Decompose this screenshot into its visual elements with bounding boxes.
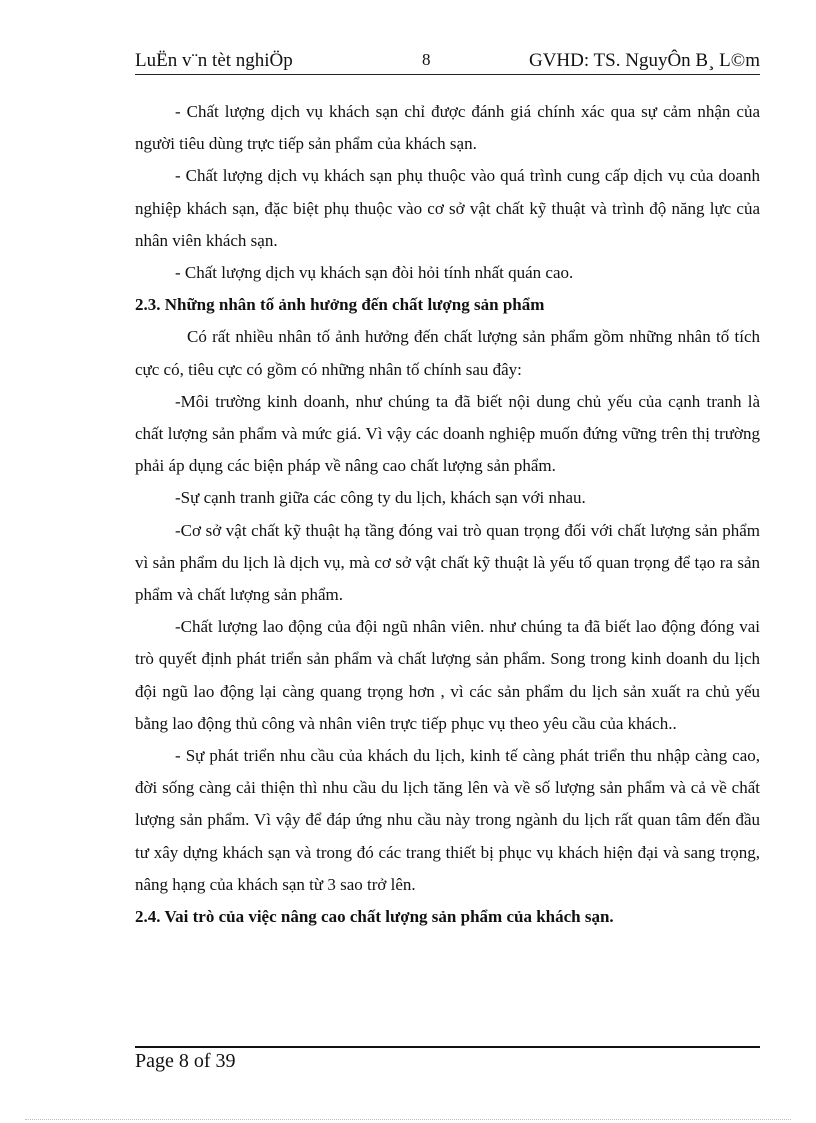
footer-divider: [135, 1046, 760, 1048]
paragraph: - Chất lượng dịch vụ khách sạn chỉ được đánh giá chính xác qua sự cảm nhận của người tiêu dùng trực tiếp sản phẩm của khách sạn.: [135, 102, 760, 154]
paragraph: - Chất lượng dịch vụ khách sạn phụ thuộc vào quá trình cung cấp dịch vụ của doanh nghiệp khách sạn, đặc biệt phụ thuộc vào cơ sở vật chất kỹ thuật và trình độ năng lực của nhân viên khách sạn.: [135, 166, 760, 250]
thesis-title: LuËn v¨n tèt nghiÖp: [135, 50, 293, 71]
page-header: [135, 46, 760, 75]
paragraph: -Chất lượng lao động của đội ngũ nhân viên. như chúng ta đã biết lao động đóng vai trò quyết định phát triển sản phẩm và chất lượng sản phẩm. Song trong kinh doanh du lịch đội ngũ lao động lại càng quang trọng hơn , vì các sản phẩm du lịch sản xuất ra chủ yếu bằng lao động thủ công và nhân viên trực tiếp phục vụ theo yêu cầu của khách..: [135, 617, 760, 733]
paragraph: -Môi trường kinh doanh, như chúng ta đã biết nội dung chủ yếu của cạnh tranh là chất lượng sản phẩm và mức giá. Vì vậy các doanh nghiệp muốn đứng vững trên thị trường phải áp dụng các biện pháp về nâng cao chất lượng sản phẩm.: [135, 391, 760, 476]
paragraph: Có rất nhiều nhân tố ảnh hưởng đến chất lượng sản phẩm gồm những nhân tố tích cực có, tiêu cực có gồm có những nhân tố chính sau đây:: [135, 327, 760, 379]
page-bottom-edge: [25, 1119, 791, 1120]
advisor-name: GVHD: TS. NguyÔn B¸ L©m: [528, 50, 760, 71]
section-heading: 2.4. Vai trò của việc nâng cao chất lượng sản phẩm của khách sạn.: [135, 907, 614, 927]
page-content: [135, 96, 760, 933]
page-footer: Page 8 of 39: [135, 1050, 236, 1072]
paragraph: -Cơ sở vật chất kỹ thuật hạ tầng đóng vai trò quan trọng đối với chất lượng sản phẩm vì sản phẩm du lịch là dịch vụ, mà cơ sở vật chất kỹ thuật là yếu tố quan trọng để tạo ra sản phẩm và chất lượng sản phẩm.: [135, 520, 760, 605]
paragraph: - Chất lượng dịch vụ khách sạn đòi hỏi tính nhất quán cao.: [175, 263, 574, 283]
paragraph: -Sự cạnh tranh giữa các công ty du lịch, khách sạn với nhau.: [175, 488, 586, 508]
section-heading: 2.3. Những nhân tố ảnh hưởng đến chất lượng sản phẩm: [135, 295, 545, 315]
paragraph: - Sự phát triển nhu cầu của khách du lịch, kinh tế càng phát triển thu nhập càng cao, đời sống càng cải thiện thì nhu cầu du lịch tăng lên và về số lượng sản phẩm và cả về chất lượng sản phẩm. Vì vậy để đáp ứng nhu cầu này trong ngành du lịch rất quan tâm đến đầu tư xây dựng khách sạn và trong đó các trang thiết bị phục vụ khách hiện đại và sang trọng, nâng hạng của khách sạn từ 3 sao trở lên.: [135, 746, 760, 894]
header-page-number: 8: [422, 50, 431, 69]
